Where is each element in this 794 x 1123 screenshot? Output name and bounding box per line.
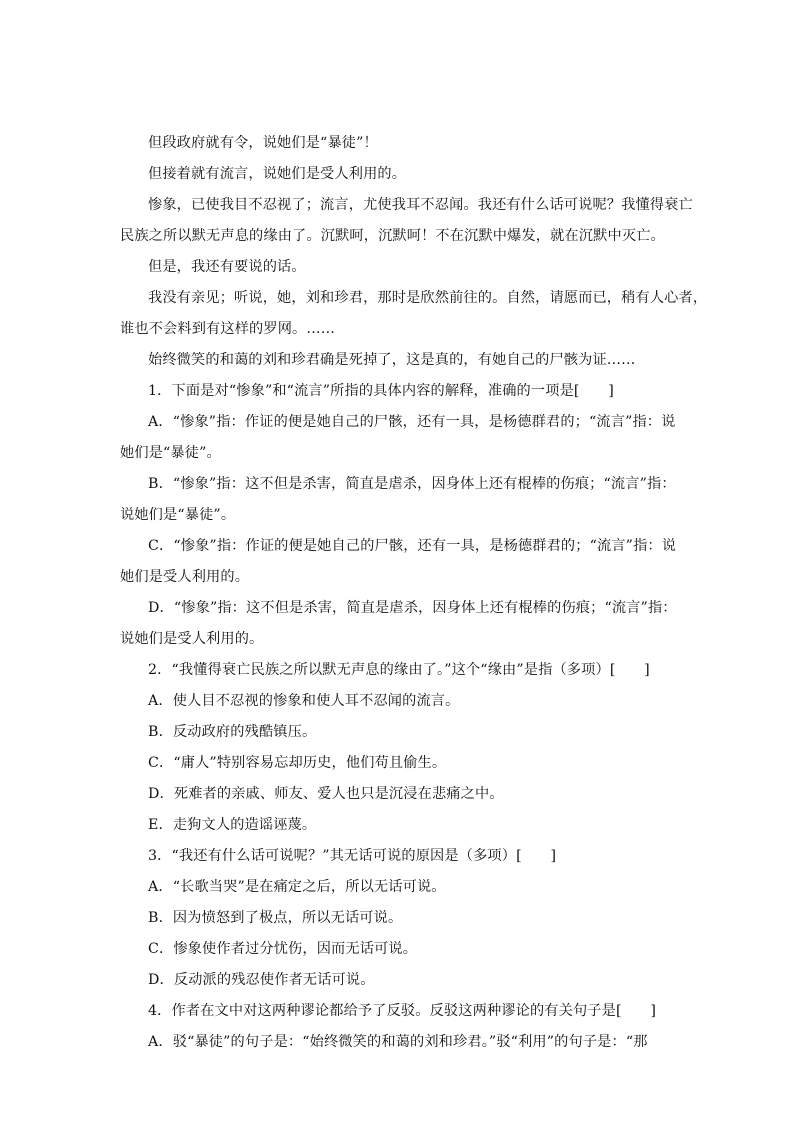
question-2-stem: 2．“我懂得衰亡民族之所以默无声息的缘由了。”这个“缘由”是指（多项）[ ] (148, 662, 650, 678)
text-line-6: 我没有亲见；听说，她，刘和珍君，那时是欣然前往的。自然，请愿而已，稍有人心者， (148, 290, 708, 306)
question-2-option-c: C．“庸人”特别容易忘却历史，他们苟且偷生。 (148, 755, 447, 771)
question-2-option-a: A．使人目不忍视的惨象和使人耳不忍闻的流言。 (148, 693, 460, 709)
question-2-option-b: B．反动政府的残酷镇压。 (148, 724, 317, 740)
question-2-option-d: D．死难者的亲戚、师友、爱人也只是沉浸在悲痛之中。 (148, 786, 504, 802)
question-3-option-a: A．“长歌当哭”是在痛定之后，所以无话可说。 (148, 879, 446, 895)
text-line-8: 始终微笑的和蔼的刘和珍君确是死掉了，这是真的，有她自己的尸骸为证…… (148, 352, 636, 368)
question-1-option-b: B．“惨象”指：这不但是杀害，简直是虐杀，因身体上还有棍棒的伤痕；“流言”指： (148, 476, 676, 492)
question-1-option-c: C．“惨象”指：作证的便是她自己的尸骸，还有一具，是杨德群君的；“流言”指：说 (148, 538, 677, 554)
question-2-option-e: E．走狗文人的造谣诬蔑。 (148, 817, 317, 833)
question-1-option-b-cont: 说她们是“暴徒”。 (120, 507, 236, 523)
text-line-4: 民族之所以默无声息的缘由了。沉默呵，沉默呵！不在沉默中爆发，就在沉默中灭亡。 (120, 228, 665, 244)
text-line-3: 惨象，已使我目不忍视了；流言，尤使我耳不忍闻。我还有什么话可说呢？我懂得衰亡 (148, 197, 693, 213)
question-1-option-a-cont: 她们是“暴徒”。 (120, 445, 221, 461)
question-4-stem: 4．作者在文中对这两种谬论都给予了反驳。反驳这两种谬论的有关句子是[ ] (148, 1003, 657, 1019)
question-3-option-c: C．惨象使作者过分忧伤，因而无话可说。 (148, 941, 418, 957)
text-line-5: 但是，我还有要说的话。 (148, 259, 306, 275)
question-3-stem: 3．“我还有什么话可说呢？”其无话可说的原因是（多项）[ ] (148, 848, 557, 864)
question-3-option-d: D．反动派的残忍使作者无话可说。 (148, 972, 375, 988)
question-1-stem: 1．下面是对“惨象”和“流言”所指的具体内容的解释，准确的一项是[ ] (148, 383, 614, 399)
question-1-option-c-cont: 她们是受人利用的。 (120, 569, 250, 585)
text-line-2: 但接着就有流言，说她们是受人利用的。 (148, 166, 407, 182)
question-4-option-a: A．驳“暴徒”的句子是：“始终微笑的和蔼的刘和珍君。”驳“利用”的句子是：“那 (148, 1034, 648, 1050)
text-line-1: 但段政府就有令，说她们是“暴徒”！ (148, 135, 378, 151)
question-1-option-d-cont: 说她们是受人利用的。 (120, 631, 264, 647)
question-3-option-b: B．因为愤怒到了极点，所以无话可说。 (148, 910, 403, 926)
text-line-7: 谁也不会料到有这样的罗网。…… (120, 321, 336, 337)
question-1-option-d: D．“惨象”指：这不但是杀害，简直是虐杀，因身体上还有棍棒的伤痕；“流言”指： (148, 600, 677, 616)
question-1-option-a: A．“惨象”指：作证的便是她自己的尸骸，还有一具，是杨德群君的；“流言”指：说 (148, 414, 676, 430)
